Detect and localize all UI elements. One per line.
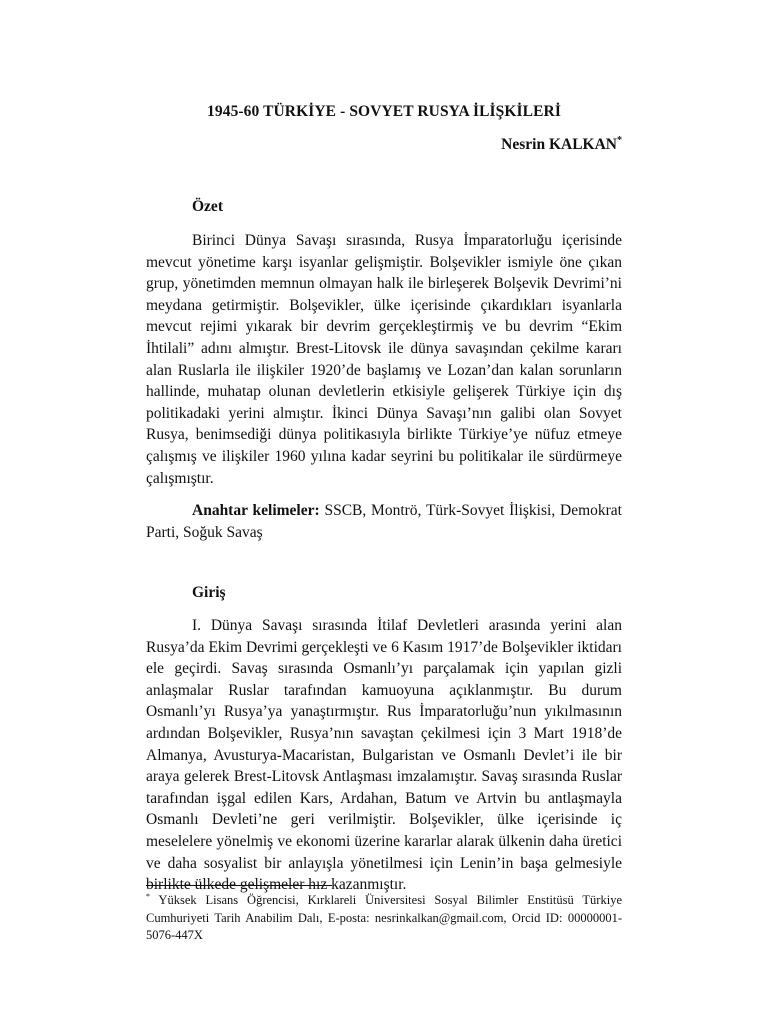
paper-title: 1945-60 TÜRKİYE - SOVYET RUSYA İLİŞKİLERİ — [207, 103, 561, 120]
footnote-text: Yüksek Lisans Öğrencisi, Kırklareli Üniversitesi Sosyal Bilimler Enstitüsü Türkiye Cumhuriyeti Tarih Anabilim Dalı, E-posta: nesrinkalkan@gmail.com, Orcid ID: 00000001-5076-447X — [146, 893, 622, 942]
keywords-paragraph — [146, 500, 622, 543]
footnote-separator — [146, 885, 332, 886]
author-footnote-mark: * — [617, 134, 622, 146]
author-name-text: Nesrin KALKAN — [501, 136, 617, 153]
footnote-mark: * — [146, 891, 150, 901]
introduction-paragraph: I. Dünya Savaşı sırasında İtilaf Devletleri arasında yerini alan Rusya’da Ekim Devrimi gerçekleşti ve 6 Kasım 1917’de Bolşevikler iktidarı ele geçirdi. Savaş sırasında Osmanlı’yı parçalamak için yapılan gizli anlaşmalar Ruslar tarafından kamuoyuna açıklanmıştır. Bu durum Osmanlı’yı Rusya’ya yanaştırmıştır. Rus İmparatorluğu’nun yıkılmasının ardından Bolşevikler, Rusya’nın savaştan çekilmesi için 3 Mart 1918’de Almanya, Avusturya-Macaristan, Bulgaristan ve Osmanlı Devlet’i ile bir araya gelerek Brest-Litovsk Antlaşması imzalamıştır. Savaş sırasında Ruslar tarafından işgal edilen Kars, Ardahan, Batum ve Artvin bu antlaşmayla Osmanlı Devleti’ne geri verilmiştir. Bolşevikler, ülke içerisinde iç meselelere yönelmiş ve ekonomi üzerine kararlar alarak ülkenin daha üretici ve daha sosyalist bir anlayışla yönetilmesi için Lenin’in başa gelmesiyle birlikte ülkede gelişmeler hız kazanmıştır. — [146, 617, 622, 894]
keywords-text: SSCB, Montrö, Türk-Sovyet İlişkisi, Demokrat Parti, Soğuk Savaş — [146, 502, 622, 541]
author-name — [501, 136, 622, 154]
abstract-paragraph: Birinci Dünya Savaşı sırasında, Rusya İmparatorluğu içerisinde mevcut yönetime karşı isyanlar gelişmiştir. Bolşevikler ismiyle öne çıkan grup, yönetimden memnun olmayan halk ile birleşerek Bolşevik Devrimi’ni meydana getirmiştir. Bolşevikler, ülke içerisinde çıkardıkları isyanlarla mevcut rejimi yıkarak bir devrim gerçekleştirmiş ve bu devrim “Ekim İhtilali” adını almıştır. Brest-Litovsk ile dünya savaşından çekilme kararı alan Ruslarla ile ilişkiler 1920’de başlamış ve Lozan’dan kalan sorunların hallinde, muhatap olunan devletlerin etkisiyle gelişerek Türkiye için dış politikadaki yerini almıştır. İkinci Dünya Savaşı’nın galibi olan Sovyet Rusya, benimsediği dünya politikasıyla birlikte Türkiye’ye nüfuz etmeye çalışmış ve ilişkiler 1960 yılına kadar seyrini bu politikalar ile sürdürmeye çalışmıştır. — [146, 232, 622, 487]
abstract-heading: Özet — [192, 198, 223, 215]
keywords-label: Anahtar kelimeler: — [192, 502, 320, 519]
footnote — [146, 892, 622, 945]
introduction-heading: Giriş — [192, 584, 226, 601]
